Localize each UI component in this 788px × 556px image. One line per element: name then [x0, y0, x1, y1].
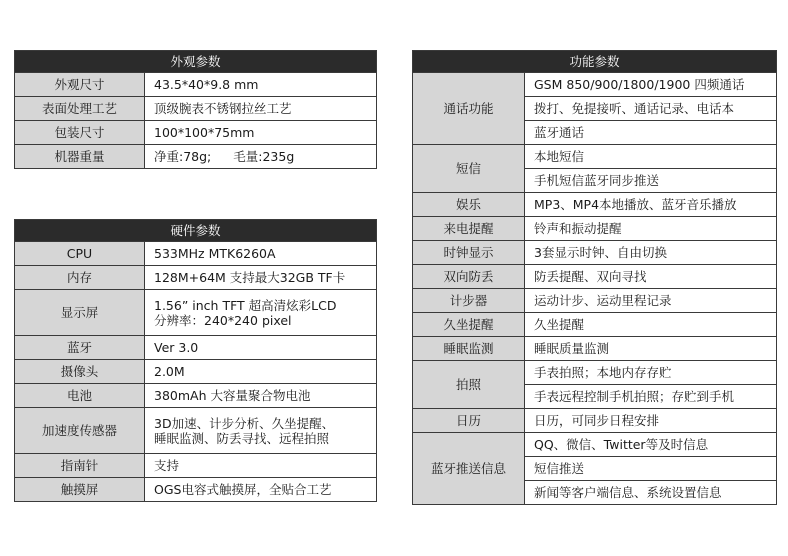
row-label: 机器重量 [15, 145, 145, 169]
group-label: 计步器 [413, 289, 525, 313]
table-row [413, 265, 777, 289]
feature-item: 铃声和振动提醒 [525, 217, 777, 241]
table-row [413, 217, 777, 241]
display-line-1: 1.56” inch TFT 超高清炫彩LCD [154, 297, 337, 313]
row-label: 电池 [15, 384, 145, 408]
table-row [15, 73, 377, 97]
group-label: 蓝牙推送信息 [413, 433, 525, 505]
sensor-line-1: 3D加速、计步分析、久坐提醒、 [154, 415, 335, 431]
group-label: 双向防丢 [413, 265, 525, 289]
feature-item: 手机短信蓝牙同步推送 [525, 169, 777, 193]
feature-item: 久坐提醒 [525, 313, 777, 337]
row-label: 触摸屏 [15, 478, 145, 502]
appearance-table [14, 50, 377, 169]
row-label: 表面处理工艺 [15, 97, 145, 121]
feature-item: 本地短信 [525, 145, 777, 169]
weight-value [145, 145, 377, 169]
row-label: 内存 [15, 266, 145, 290]
row-value: 100*100*75mm [145, 121, 377, 145]
gross-weight: 毛量:235g [233, 149, 295, 164]
row-label: 加速度传感器 [15, 408, 145, 454]
row-value: 顶级腕表不锈钢拉丝工艺 [145, 97, 377, 121]
feature-item: 防丢提醒、双向寻找 [525, 265, 777, 289]
net-weight: 净重:78g; [154, 149, 212, 164]
features-title: 功能参数 [413, 51, 777, 73]
table-row [413, 337, 777, 361]
feature-item: 新闻等客户端信息、系统设置信息 [525, 481, 777, 505]
sensor-line-2: 睡眠监测、防丢寻找、远程拍照 [154, 430, 330, 446]
feature-item: 拨打、免提接听、通话记录、电话本 [525, 97, 777, 121]
row-label: CPU [15, 242, 145, 266]
group-label: 短信 [413, 145, 525, 193]
row-value: 2.0M [145, 360, 377, 384]
feature-item: MP3、MP4本地播放、蓝牙音乐播放 [525, 193, 777, 217]
group-label: 来电提醒 [413, 217, 525, 241]
table-row [413, 73, 777, 97]
feature-item: GSM 850/900/1800/1900 四频通话 [525, 73, 777, 97]
group-label: 日历 [413, 409, 525, 433]
table-row [413, 409, 777, 433]
table-row [15, 478, 377, 502]
group-label: 通话功能 [413, 73, 525, 145]
row-value: 43.5*40*9.8 mm [145, 73, 377, 97]
row-label: 显示屏 [15, 290, 145, 336]
table-row [15, 145, 377, 169]
group-label: 拍照 [413, 361, 525, 409]
table-row [15, 454, 377, 478]
row-label: 包装尺寸 [15, 121, 145, 145]
table-row [413, 361, 777, 385]
table-row [413, 241, 777, 265]
row-value [145, 408, 377, 454]
table-row [15, 121, 377, 145]
features-table [412, 50, 777, 505]
group-label: 睡眠监测 [413, 337, 525, 361]
row-value: 380mAh 大容量聚合物电池 [145, 384, 377, 408]
table-row [15, 336, 377, 360]
group-label: 久坐提醒 [413, 313, 525, 337]
hardware-table [14, 219, 377, 502]
table-row [15, 360, 377, 384]
row-value: Ver 3.0 [145, 336, 377, 360]
table-row [413, 289, 777, 313]
feature-item: 睡眠质量监测 [525, 337, 777, 361]
table-row [413, 313, 777, 337]
display-line-2: 分辨率：240*240 pixel [154, 312, 292, 328]
table-row [15, 384, 377, 408]
row-label: 摄像头 [15, 360, 145, 384]
table-row [413, 193, 777, 217]
feature-item: QQ、微信、Twitter等及时信息 [525, 433, 777, 457]
group-label: 时钟显示 [413, 241, 525, 265]
hardware-title: 硬件参数 [15, 220, 377, 242]
feature-item: 蓝牙通话 [525, 121, 777, 145]
feature-item: 运动计步、运动里程记录 [525, 289, 777, 313]
row-value: 533MHz MTK6260A [145, 242, 377, 266]
row-value: OGS电容式触摸屏，全贴合工艺 [145, 478, 377, 502]
table-row [15, 97, 377, 121]
row-label: 蓝牙 [15, 336, 145, 360]
feature-item: 日历，可同步日程安排 [525, 409, 777, 433]
table-row [15, 266, 377, 290]
row-label: 外观尺寸 [15, 73, 145, 97]
row-value: 支持 [145, 454, 377, 478]
feature-item: 3套显示时钟、自由切换 [525, 241, 777, 265]
table-row [413, 145, 777, 169]
feature-item: 手表远程控制手机拍照；存贮到手机 [525, 385, 777, 409]
row-label: 指南针 [15, 454, 145, 478]
table-row [15, 242, 377, 266]
appearance-title: 外观参数 [15, 51, 377, 73]
table-row [15, 290, 377, 336]
feature-item: 手表拍照；本地内存存贮 [525, 361, 777, 385]
row-value: 128M+64M 支持最大32GB TF卡 [145, 266, 377, 290]
table-row [15, 408, 377, 454]
group-label: 娱乐 [413, 193, 525, 217]
table-row [413, 433, 777, 457]
feature-item: 短信推送 [525, 457, 777, 481]
row-value [145, 290, 377, 336]
